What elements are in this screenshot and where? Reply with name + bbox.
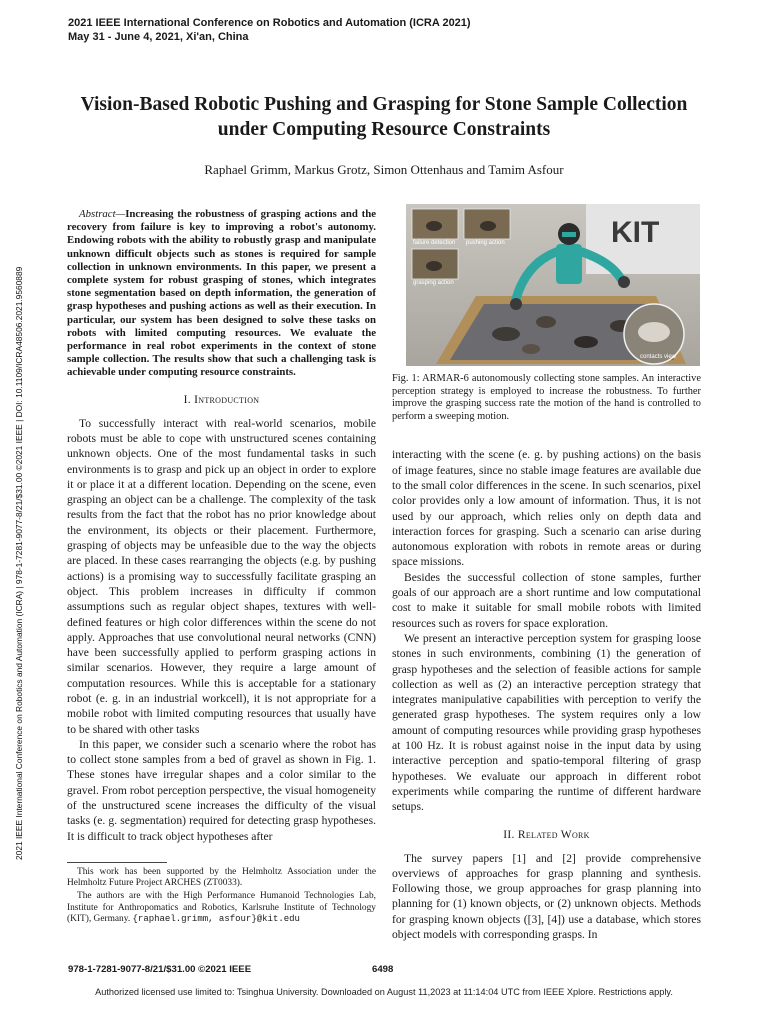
section-title: Introduction [194, 393, 260, 406]
right-paragraph: Besides the successful collection of stone samples, further goals of our approach are a short runtime and low computational cost to make it suitable for small mobile robots with limited resources such as rovers for space exploration. [392, 570, 701, 630]
section-heading-related-work [392, 829, 701, 841]
section-heading-introduction [67, 394, 376, 406]
footnote-affiliation-text: The authors are with the High Performance Humanoid Technologies Lab, Institute for Anthropomatics and Robotics, Karlsruhe Institute of Technology (KIT), Germany. [67, 891, 376, 924]
page-number: 6498 [372, 964, 394, 975]
footnotes [67, 867, 376, 925]
conference-name: 2021 IEEE International Conference on Robotics and Automation (ICRA 2021) [68, 17, 471, 29]
abstract-lead: Abstract— [79, 208, 126, 220]
license-notice: Authorized licensed use limited to: Tsinghua University. Downloaded on August 11,2023 at 11:14:04 UTC from IEEE Xplore. Restrictions apply. [95, 987, 673, 997]
paper-title: Vision-Based Robotic Pushing and Grasping for Stone Sample Collection under Computing Resource Constraints [80, 94, 688, 140]
footer-isbn: 978-1-7281-9077-8/21/$31.00 ©2021 IEEE [68, 964, 252, 975]
right-paragraph: We present an interactive perception system for grasping loose stones in such environments, combining (1) the generation of grasp hypotheses and the selection of feasible actions for sample collection as well as (2) an interactive perception strategy that integrates manipulative capabilities with perception to verify the generated grasp hypotheses. The system requires only a low amount of computing resources while providing grasp hypotheses at 100 Hz. It is robust against noise in the input data by using interactive perception and spatio-temporal filtering of grasp hypotheses. We evaluate our approach in different robot experiments while comparing the runtime of different hardware setups. [392, 631, 701, 814]
figure-robot-photo [406, 204, 700, 366]
related-work-paragraph: The survey papers [1] and [2] provide comprehensive overviews of approaches for grasp planning and synthesis. Following those, we group approaches for grasp planning into planning for (1) known objects, or (2) unknown objects. Methods for grasping known objects ([3], [4]) use a database, which stores object models with corresponding grasps. In [392, 851, 701, 941]
side-doi-identifier: 2021 IEEE International Conference on Robotics and Automation (ICRA) | 978-1-7281-9077-8/21/$31.00 ©2021 IEEE | DOI: 10.1109/ICRA48506.2021.9560889 [14, 266, 24, 860]
footnote-divider [67, 862, 167, 863]
footnote-affiliation [67, 891, 376, 925]
figure-caption: Fig. 1: ARMAR-6 autonomously collecting stone samples. An interactive perception strategy is employed to increase the robustness. To further improve the grasping success rate the motion of the hand is controlled to perform a sweeping motion. [392, 373, 701, 422]
left-column [67, 208, 376, 927]
abstract-text: Increasing the robustness of grasping actions and the recovery from failure is key to improving a robot's autonomy. Endowing robots with the ability to robustly grasp and manipulate unknown difficult objects such as stones is required for sample collection in unknown environments. In this paper, we present a complete system for robust grasping of stones, which integrates stone segmentation based on depth information, the generation of grasp hypotheses and pushing actions as well as their execution. In particular, our system has been designed to solve these tasks on robots with limited computing resources. We evaluate the performance in real robot experiments in the context of stone sample collection. The results show that such a challenging task is achievable under computing resource constraints. [67, 208, 376, 379]
footnote-email: {raphael.grimm, asfour}@kit.edu [132, 913, 300, 924]
paper-authors: Raphael Grimm, Markus Grotz, Simon Ottenhaus and Tamim Asfour [204, 162, 564, 177]
footnote-funding: This work has been supported by the Helmholtz Association under the Helmholtz Future Project ARCHES (ZT0033). [67, 866, 376, 889]
conference-dates: May 31 - June 4, 2021, Xi'an, China [68, 31, 249, 43]
abstract [67, 208, 376, 380]
section-title: Related Work [517, 828, 590, 841]
conference-header [68, 16, 471, 44]
section-number: II. [503, 828, 515, 841]
section-number: I. [183, 393, 191, 406]
kit-logo: KIT [611, 216, 660, 249]
inset-label-pushing-action: pushing action [466, 240, 505, 246]
intro-paragraph: In this paper, we consider such a scenario where the robot has to collect stone samples from a bed of gravel as shown in Fig. 1. These stones have irregular shapes and a color similar to the gravel. From robot perception perspective, the visual homogeneity of the unstructured scene increases the difficulty of the visual tasks (e. g. segmentation) required for detecting grasp hypotheses. It is difficult to track object hypotheses after [67, 737, 376, 843]
inset-label-failure-detection: failure detection [413, 240, 456, 246]
inset-label-contacts-view: contacts view [640, 354, 677, 360]
intro-paragraph: To successfully interact with real-world scenarios, mobile robots must be able to cope with unstructured scenes containing unknown objects. One of the most fundamental tasks in such environments is to grasp and pick up an object in order to explore it or place it at a different location. Depending on the scene, even grasping an object can be a challenge. The complexity of the task results from the fact that the robot has no prior knowledge about the environment, its objects or their placement. Furthermore, grasping of objects may be unfeasible due to the way the objects are placed. In these cases rearranging the objects (e.g. by pushing actions) is a promising way to successfully facilitate grasping an object. This problem increases in difficulty if common assumptions such as regular object shapes, textures with well-defined features or high color differences within the scene do not apply. Approaches that use convolutional neural networks (CNN) have been successfully applied to perform grasping actions in similar scenarios. However, they require a large amount of computation resources. While this is acceptable for a stationary robot (e. g. in an industrial workcell), it is not appropriate for a mobile robot with limited computing resources that usually have to be shared with other tasks [67, 416, 376, 736]
right-column [392, 204, 701, 942]
right-paragraph: interacting with the scene (e. g. by pushing actions) on the basis of image features, since no stable image features are available due to the small color differences in the scene. In such scenarios, pixel color provides only a low amount of information. Thus, it is not used by our approach, which relies only on depth data and interaction forces for grasping. Such a scenario can arise during autonomous exploration with robots in remote areas or during space missions. [392, 448, 701, 569]
inset-label-grasping-action: grasping action [413, 280, 454, 286]
